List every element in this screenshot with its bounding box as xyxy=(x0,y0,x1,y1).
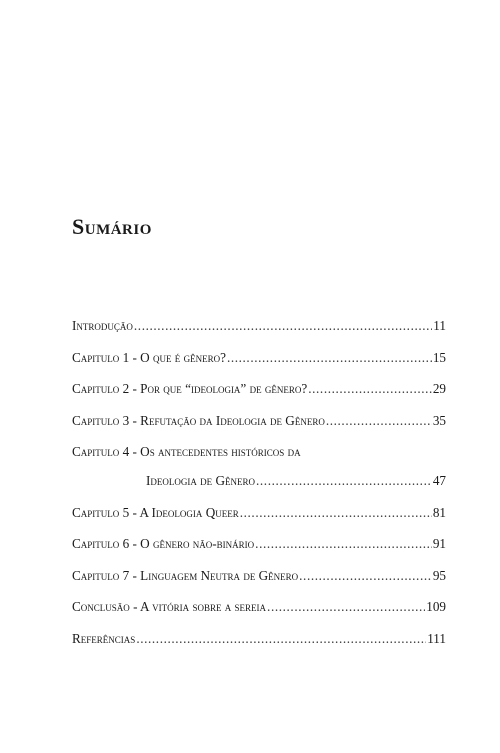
toc-page-number: 91 xyxy=(432,536,446,551)
dot-leader xyxy=(134,318,432,334)
toc-entry-label: Capitulo 3 - Refutação da Ideologia de Gênero xyxy=(72,412,325,428)
toc-entry-capitulo-5 xyxy=(72,505,446,537)
page-title: Sumário xyxy=(72,214,152,239)
toc-page-number: 81 xyxy=(432,504,446,520)
toc-entry-referencias xyxy=(72,631,446,663)
toc-entry-label: Capitulo 2 - Por que “ideologia” de gênero? xyxy=(72,381,308,396)
toc-entry-capitulo-4-continuation xyxy=(72,473,446,505)
toc-page-number: 47 xyxy=(432,473,446,488)
dot-leader xyxy=(227,350,432,366)
toc-page-number: 15 xyxy=(432,349,446,365)
dot-leader xyxy=(240,505,432,521)
toc-entry-label: Conclusão - A vitória sobre a sereia xyxy=(72,599,267,614)
toc-entry-label: Introdução xyxy=(72,318,133,333)
toc-entry-label: Capitulo 5 - A Ideologia Queer xyxy=(72,504,239,520)
dot-leader xyxy=(256,473,432,489)
toc-entry-label: Capitulo 7 - Linguagem Neutra de Gênero xyxy=(72,567,299,583)
table-of-contents xyxy=(72,318,446,662)
toc-entry-label: Capitulo 4 - Os antecedentes históricos da xyxy=(72,444,301,459)
dot-leader xyxy=(255,536,432,552)
toc-page-number: 109 xyxy=(426,599,446,614)
toc-entry-conclusao xyxy=(72,599,446,631)
toc-entry-capitulo-1 xyxy=(72,350,446,382)
dot-leader xyxy=(267,599,425,615)
toc-page-number: 11 xyxy=(433,318,446,333)
toc-entry-label: Capitulo 1 - O que é gênero? xyxy=(72,349,226,365)
dot-leader xyxy=(299,568,432,584)
toc-page-number: 29 xyxy=(432,381,446,396)
toc-entry-label: Capitulo 6 - O gênero não-binário xyxy=(72,536,255,551)
toc-page-number: 35 xyxy=(432,412,446,428)
toc-entry-label: Referências xyxy=(72,630,136,646)
toc-entry-capitulo-4-first-line xyxy=(72,444,446,473)
toc-entry-capitulo-6 xyxy=(72,536,446,568)
toc-entry-introducao xyxy=(72,318,446,350)
dot-leader xyxy=(308,381,432,397)
toc-page-number: 111 xyxy=(427,630,446,646)
dot-leader xyxy=(136,631,426,647)
toc-entry-capitulo-2 xyxy=(72,381,446,413)
toc-entry-capitulo-7 xyxy=(72,568,446,600)
toc-page-number: 95 xyxy=(432,567,446,583)
toc-entry-capitulo-3 xyxy=(72,413,446,445)
dot-leader xyxy=(326,413,432,429)
toc-entry-label-continuation: Ideologia de Gênero xyxy=(146,473,255,488)
